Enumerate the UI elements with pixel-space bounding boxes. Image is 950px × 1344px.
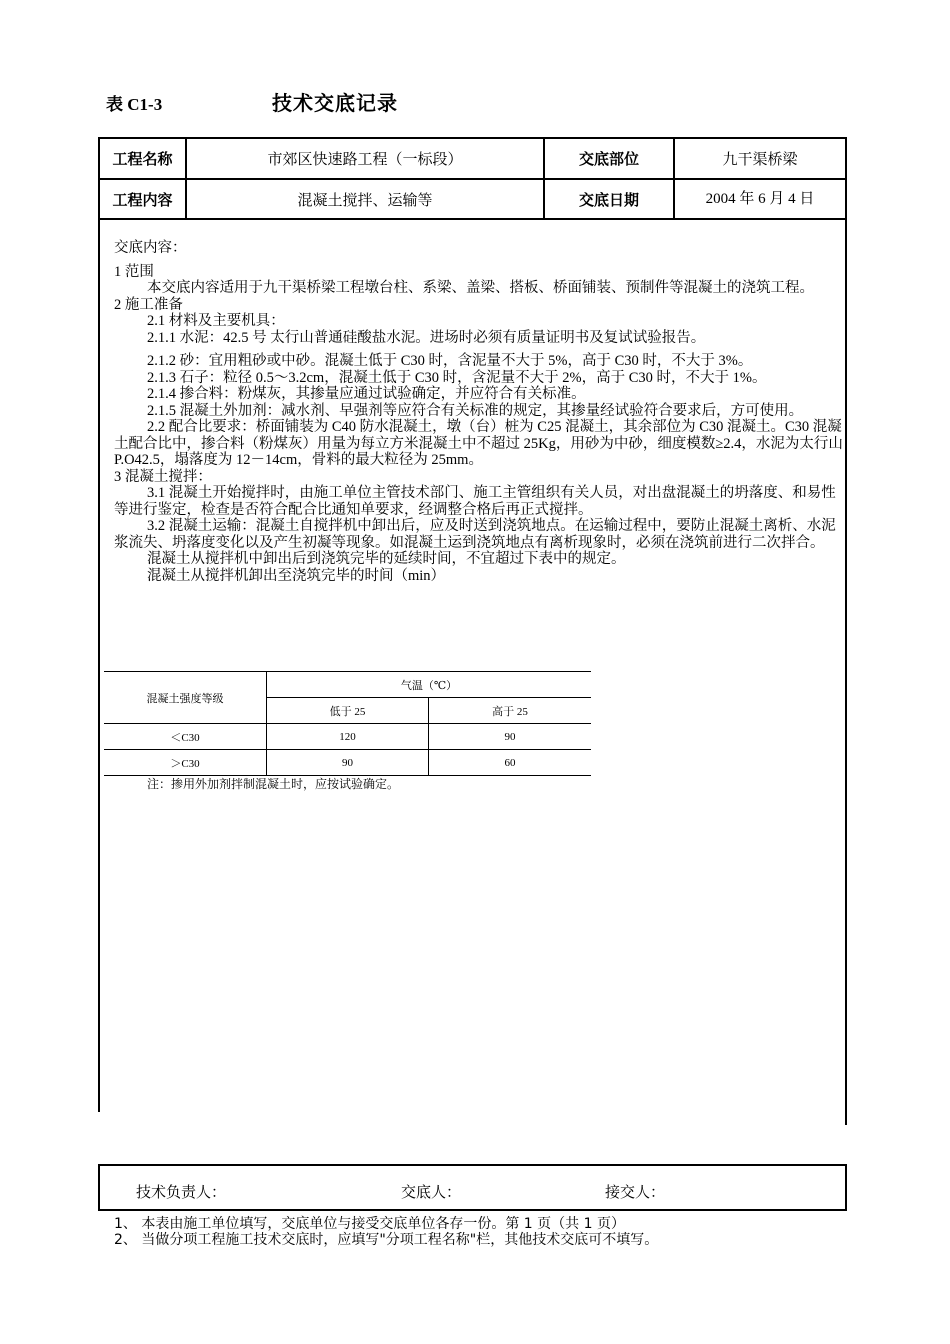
form-code: 表 C1-3 (106, 95, 163, 114)
grade-cell: ＞C30 (104, 750, 267, 776)
section-2-heading: 2 施工准备 (114, 296, 183, 313)
grade-header: 混凝土强度等级 (104, 672, 267, 724)
tech-lead-signature: 技术负责人： (136, 1185, 227, 1201)
time-table-caption: 混凝土从搅拌机卸出至浇筑完毕的时间（min） (147, 567, 446, 584)
section-1-heading: 1 范围 (114, 263, 154, 280)
scope-paragraph: 本交底内容适用于九干渠桥梁工程墩台柱、系梁、盖梁、搭板、桥面铺装、预制件等混凝土的浇筑工程。 (147, 280, 814, 296)
item-2-2: 2.2 配合比要求：桥面铺装为 C40 防水混凝土，墩（台）桩为 C25 混凝土，其余部位为 C30 混凝土。C30 混凝土配合比中，掺合料（粉煤灰）用量为每立方米混凝土中不超过 25Kg，用砂为中砂，细度模数≥2.4，水泥为太行山 P.O42.5，塌落度为 12－14cm，骨料的最大粒径为 25mm。 (114, 419, 843, 468)
signature-top-border (98, 1164, 847, 1166)
time-cell: 120 (267, 724, 429, 750)
content-heading: 交底内容： (114, 240, 187, 256)
signature-right-border (845, 1164, 847, 1211)
footnote-2: 2、 当做分项工程施工技术交底时，应填写"分项工程名称"栏，其他技术交底可不填写。 (114, 1232, 659, 1248)
presenter-signature: 交底人： (401, 1185, 462, 1201)
grade-cell: ＜C30 (104, 724, 267, 750)
project-name-value: 市郊区快速路工程（一标段） (267, 152, 463, 168)
part-label: 交底部位 (578, 150, 639, 168)
content-value: 混凝土搅拌、运输等 (297, 192, 433, 209)
footnote-1: 1、 本表由施工单位填写，交底单位与接受交底单位各存一份。第 1 页（共 1 页） (114, 1216, 625, 1232)
time-table-note: 注：掺用外加剂拌制混凝土时，应按试验确定。 (147, 777, 400, 791)
part-value: 九干渠桥梁 (722, 152, 798, 168)
item-2-1-3: 2.1.3 石子：粒径 0.5～3.2cm，混凝土低于 C30 时，含泥量不大于 2%，高于 C30 时，不大于 1%。 (147, 369, 767, 386)
page-title: 技术交底记录 (272, 91, 398, 115)
item-3-2: 3.2 混凝土运输：混凝土自搅拌机中卸出后，应及时送到浇筑地点。在运输过程中，要防止混凝土离析、水泥浆流失、坍落度变化以及产生初凝等现象。如混凝土运到浇筑地点有离析现象时，必须在浇筑前进行二次拌合。 (114, 518, 836, 551)
time-cell: 90 (267, 750, 429, 776)
temperature-header: 气温（℃） (267, 672, 592, 698)
transport-time-rule: 混凝土从搅拌机中卸出后到浇筑完毕的延续时间，不宜超过下表中的规定。 (147, 551, 626, 567)
disclosure-content (114, 240, 843, 584)
date-label: 交底日期 (578, 190, 639, 209)
item-2-1: 2.1 材料及主要机具： (147, 313, 285, 329)
date-value: 2004 年 6 月 4 日 (705, 190, 815, 207)
signature-bottom-border (98, 1209, 847, 1211)
item-2-1-5: 2.1.5 混凝土外加剂：减水剂、早强剂等应符合有关标准的规定，其掺量经试验符合要求后，方可使用。 (147, 402, 804, 419)
item-3-1: 3.1 混凝土开始搅拌时，由施工单位主管技术部门、施工主管组织有关人员，对出盘混凝土的坍落度、和易性等进行鉴定，检查是否符合配合比通知单要求，经调整合格后再正式搅拌。 (114, 485, 836, 518)
frame-right-border (845, 137, 847, 1125)
time-limit-table (104, 671, 591, 776)
item-2-1-1: 2.1.1 水泥：42.5 号 太行山普通硅酸盐水泥。进场时必须有质量证明书及复试试验报告。 (147, 329, 706, 346)
time-cell: 90 (429, 724, 592, 750)
signature-left-border (98, 1164, 100, 1211)
content-label: 工程内容 (112, 190, 173, 209)
above-25-header: 高于 25 (429, 698, 592, 724)
project-name-label: 工程名称 (112, 150, 173, 168)
item-2-1-2: 2.1.2 砂：宜用粗砂或中砂。混凝土低于 C30 时，含泥量不大于 5%，高于 C30 时，不大于 3%。 (147, 353, 753, 369)
receiver-signature: 接交人： (605, 1185, 666, 1201)
item-2-1-4: 2.1.4 掺合料：粉煤灰，其掺量应通过试验确定，并应符合有关标准。 (147, 386, 586, 402)
info-bottom-divider (98, 218, 847, 220)
below-25-header: 低于 25 (267, 698, 429, 724)
section-3-heading: 3 混凝土搅拌： (114, 468, 212, 485)
time-cell: 60 (429, 750, 592, 776)
frame-left-border (98, 137, 100, 1112)
